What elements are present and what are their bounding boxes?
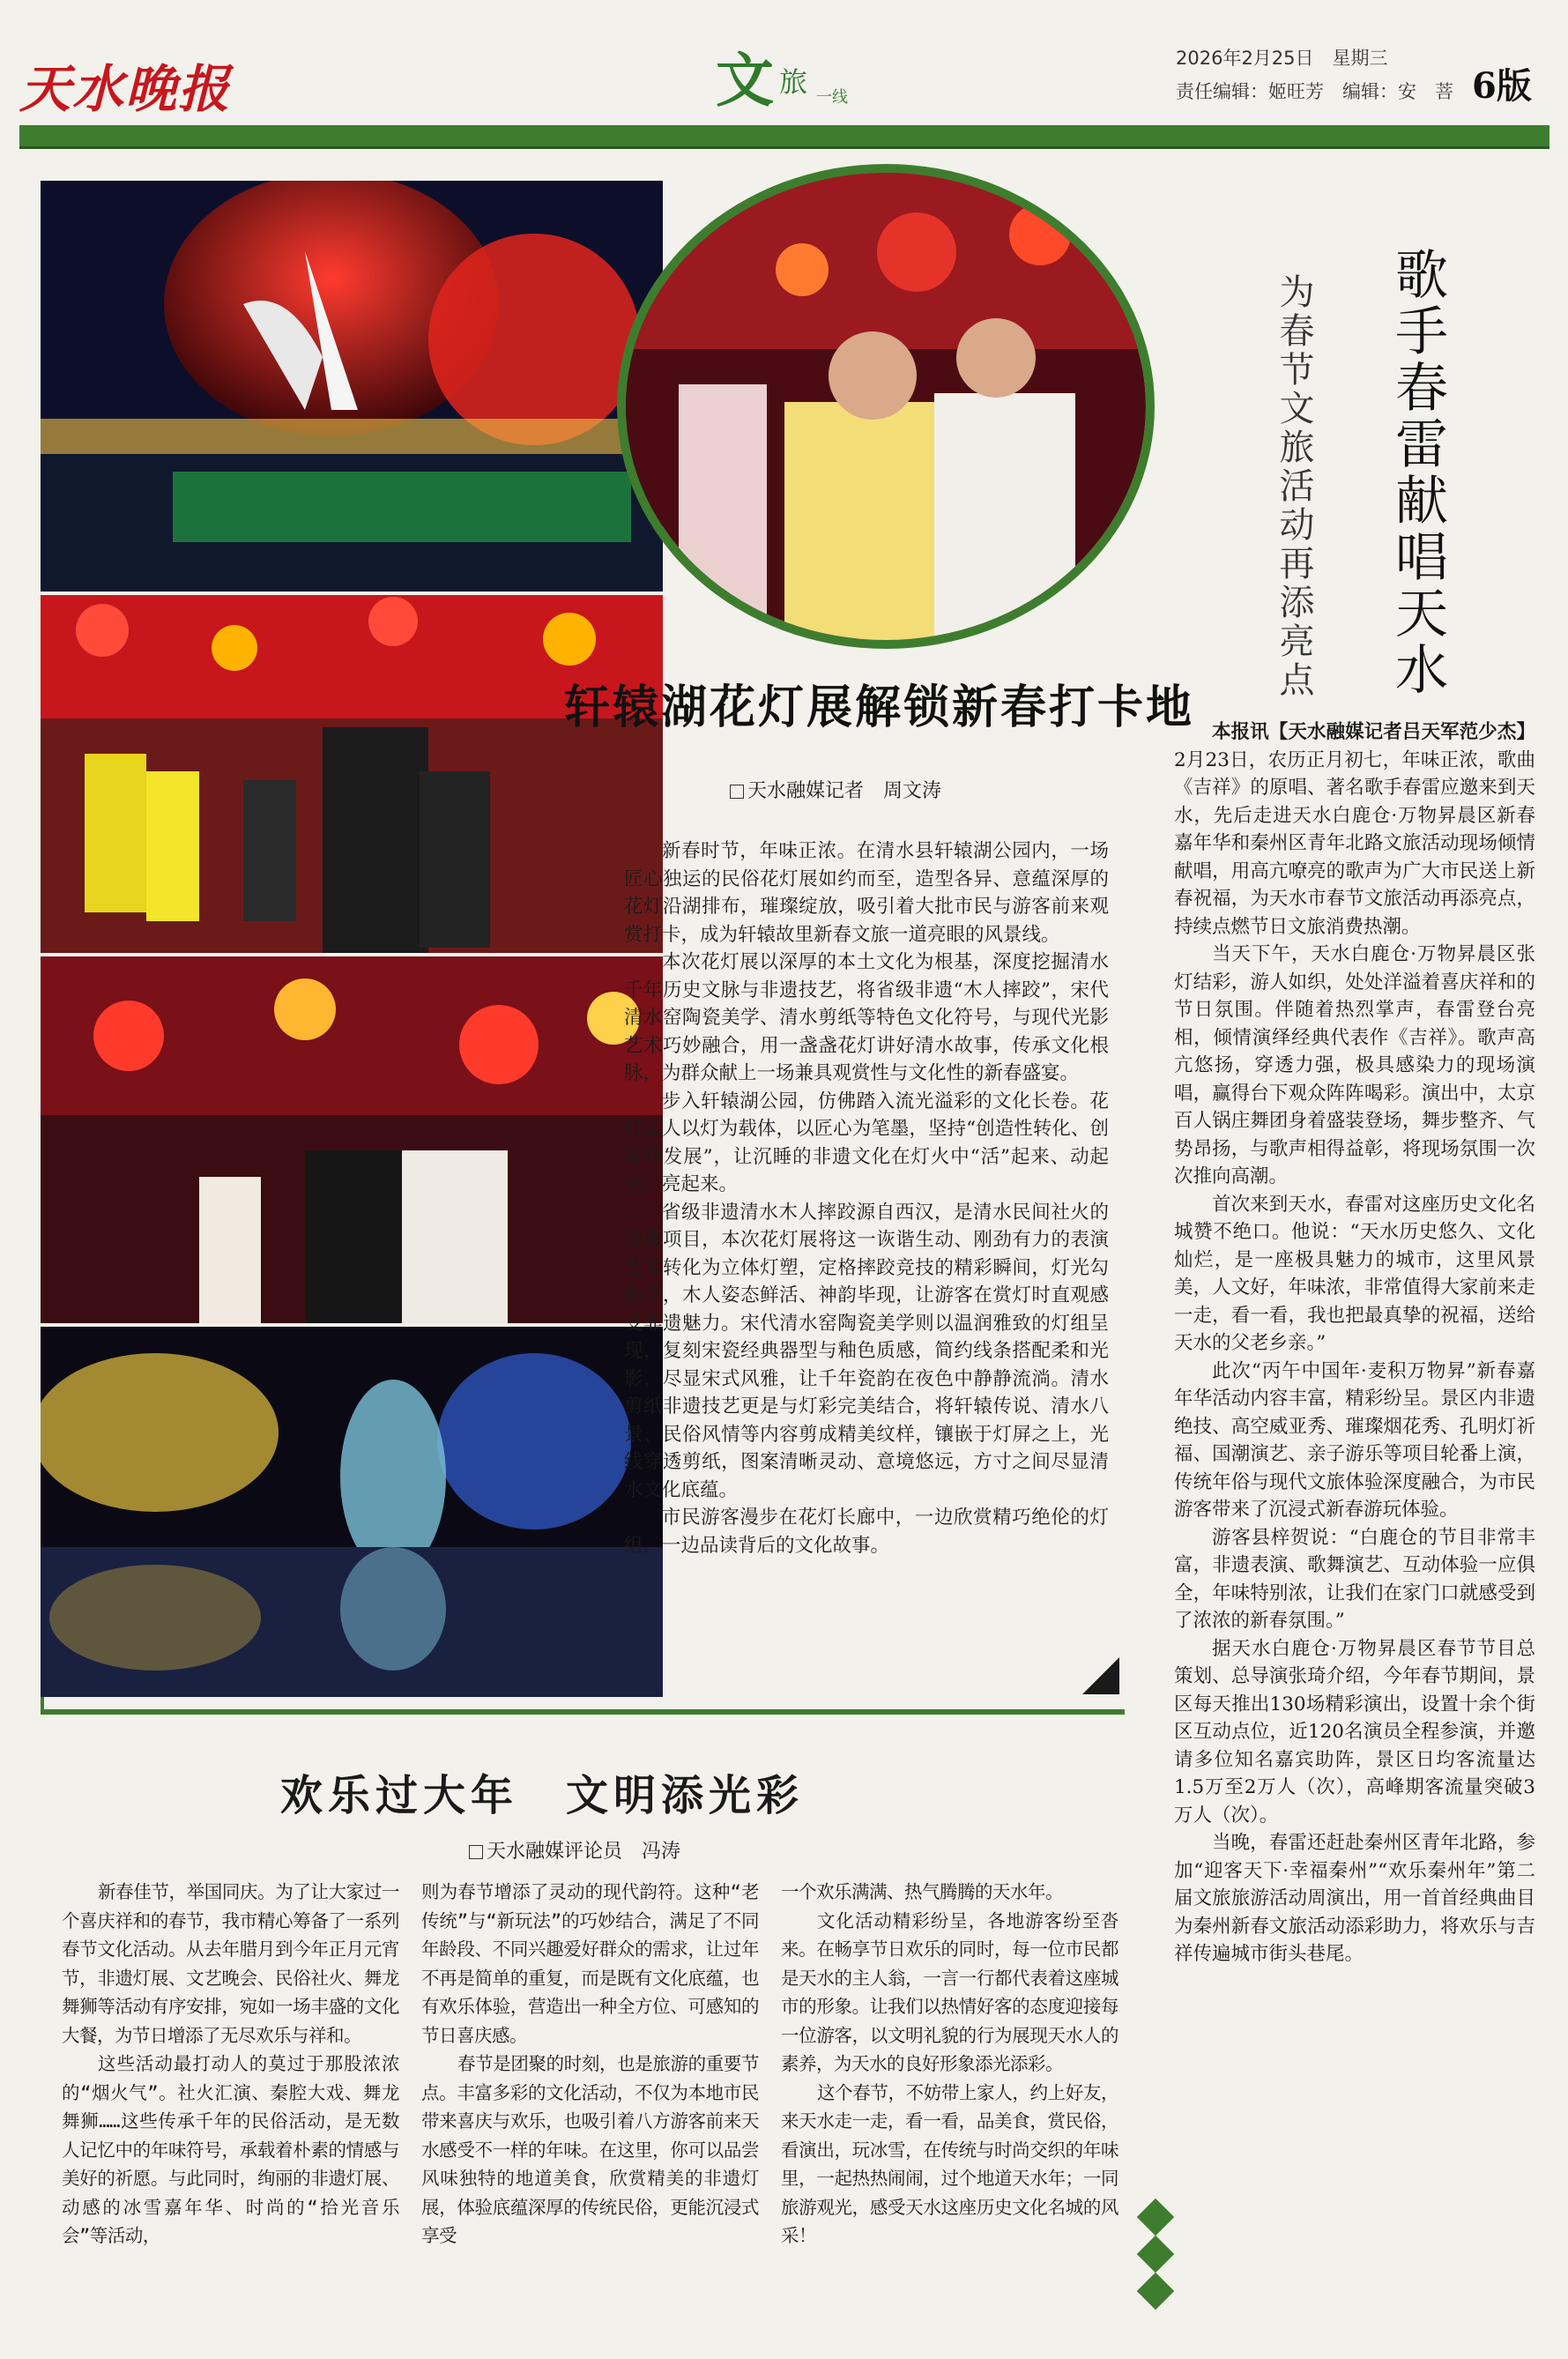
photo-crane-lanterns bbox=[41, 181, 663, 595]
photo-lake-scenery bbox=[41, 1327, 663, 1697]
decorative-diamonds bbox=[1142, 2204, 1169, 2315]
newspaper-logo: 天水晚报 bbox=[19, 59, 232, 119]
photo-family-walking bbox=[41, 595, 663, 956]
section-logo bbox=[716, 33, 892, 122]
commentary-column bbox=[62, 1878, 399, 2251]
side-paragraph: 当天下午，天水白鹿仓·万物昇晨区张灯结彩，游人如织，处处洋溢着喜庆祥和的节日氛围。伴随着热烈掌声，春雷登台亮相，倾情演绎经典代表作《吉祥》。歌声高亢悠扬，穿透力强，极具感染力的现场演唱，赢得台下观众阵阵喝彩。演出中，太京百人锅庄舞团身着盛装登场，舞步整齐、气势昂扬，与歌声相得益彰，将现场氛围一次次推向高潮。 bbox=[1174, 943, 1535, 1187]
diamond-icon bbox=[1137, 2236, 1174, 2273]
side-headline: 歌手春雷献唱天水 bbox=[1386, 247, 1448, 698]
side-article-body bbox=[1174, 718, 1535, 1968]
byline-box-icon bbox=[730, 785, 744, 799]
side-lead: 本报讯【天水融媒记者吕天军范少杰】 bbox=[1212, 721, 1535, 743]
main-article-body bbox=[624, 837, 1109, 1559]
commentary-paragraph: 春节是团聚的时刻，也是旅游的重要节点。丰富多彩的文化活动，不仅为本地市民带来喜庆与欢乐，也吸引着八方游客前来天水感受不一样的年味。在这里，你可以品尝风味独特的地道美食，欣赏精美的非遗灯展，体验底蕴深厚的传统民俗，更能沉浸式享受 bbox=[421, 2053, 759, 2246]
side-paragraph: 首次来到天水，春雷对这座历史文化名城赞不绝口。他说：“天水历史悠久、文化灿烂，是一座极具魅力的城市，这里风景美，人文好，年味浓，非常值得大家前来走一走，看一看，我也把最真挚的祝福，送给天水的父老乡亲。” bbox=[1174, 1193, 1535, 1354]
dateline: 2026年2月25日 星期三 bbox=[1176, 48, 1388, 69]
side-paragraph: 据天水白鹿仓·万物昇晨区春节节目总策划、总导演张琦介绍，今年春节期间，景区每天推出130场精彩演出，设置十余个街区互动点位，近120名演员全程参演，并邀请多位知名嘉宾助阵，景区日均客流量达1.5万至2万人（次），高峰期客流量突破3万人（次）。 bbox=[1174, 1637, 1535, 1827]
photo-lantern-corridor bbox=[41, 956, 663, 1327]
commentary-byline-text: 天水融媒评论员 冯涛 bbox=[487, 1841, 681, 1863]
commentary-paragraph: 这个春节，不妨带上家人，约上好友，来天水走一走，看一看，品美食，赏民俗，看演出，玩冰雪，在传统与时尚交织的年味里，一起热热闹闹，过个地道天水年；一同旅游观光，感受天水这座历史文化名城的风采！ bbox=[781, 2081, 1118, 2246]
edition-number: 6版 bbox=[1472, 65, 1532, 107]
photo-women-with-phones bbox=[617, 164, 1155, 649]
side-paragraph: 此次“丙午中国年·麦积万物昇”新春嘉年华活动内容丰富，精彩纷呈。景区内非遗绝技、高空威亚秀、璀璨烟花秀、孔明灯祈福、国潮演艺、亲子游乐等项目轮番上演，传统年俗与现代文旅体验深度融合，为市民游客带来了沉浸式新春游玩体验。 bbox=[1174, 1359, 1535, 1521]
commentary-paragraph: 文化活动精彩纷呈，各地游客纷至沓来。在畅享节日欢乐的同时，每一位市民都是天水的主人翁，一言一行都代表着这座城市的形象。让我们以热情好客的态度迎接每一位游客，以文明礼貌的行为展现天水人的素养，为天水的良好形象添光添彩。 bbox=[781, 1909, 1118, 2074]
diamond-icon bbox=[1137, 2199, 1174, 2236]
photo-column bbox=[41, 181, 663, 1697]
section-logo-yixian: 一线 bbox=[816, 88, 848, 107]
diamond-icon bbox=[1137, 2273, 1174, 2310]
section-logo-wen: 文 bbox=[716, 46, 774, 115]
side-paragraph: 2月23日，农历正月初七，年味正浓，歌曲《吉祥》的原唱、著名歌手春雷应邀来到天水，先后走进天水白鹿仓·万物昇晨区新春嘉年华和秦州区青年北路文旅活动现场倾情献唱，用高亢嘹亮的歌声为广大市民送上新春祝福，为天水市春节文旅活动再添亮点，持续点燃节日文旅消费热潮。 bbox=[1174, 748, 1535, 938]
commentary-paragraph: 则为春节增添了灵动的现代韵符。这种“老传统”与“新玩法”的巧妙结合，满足了不同年龄段、不同兴趣爱好群众的需求，让过年不再是简单的重复，而是既有文化底蕴，也有欢乐体验，营造出一种全方位、可感知的节日喜庆感。 bbox=[421, 1881, 759, 2046]
commentary-headline: 欢乐过大年 文明添光彩 bbox=[280, 1771, 805, 1820]
commentary-column bbox=[421, 1878, 759, 2251]
byline-box-icon bbox=[469, 1845, 483, 1859]
commentary-byline bbox=[469, 1836, 680, 1864]
masthead bbox=[19, 33, 1549, 122]
main-headline: 轩辕湖花灯展解锁新春打卡地 bbox=[564, 681, 1195, 734]
editors-line: 责任编辑：姬旺芳 编辑：安 菩 bbox=[1176, 81, 1453, 102]
commentary-column bbox=[781, 1878, 1118, 2251]
commentary-paragraph: 新春佳节，举国同庆。为了让大家过一个喜庆祥和的春节，我市精心筹备了一系列春节文化活动。从去年腊月到今年正月元宵节，非遗灯展、文艺晚会、民俗社火、舞龙舞狮等活动有序安排，宛如一场丰盛的文化大餐，为节日增添了无尽欢乐与祥和。 bbox=[62, 1881, 399, 2046]
main-paragraph: 步入轩辕湖公园，仿佛踏入流光溢彩的文化长卷。花灯艺人以灯为载体，以匠心为笔墨，坚持“创造性转化、创新性发展”，让沉睡的非遗文化在灯火中“活”起来、动起来、亮起来。 bbox=[624, 1090, 1109, 1195]
main-paragraph: 本次花灯展以深厚的本土文化为根基，深度挖掘清水千年历史文脉与非遗技艺，将省级非遗“木人摔跤”，宋代清水窑陶瓷美学、清水剪纸等特色文化符号，与现代光影艺术巧妙融合，用一盏盏花灯讲好清水故事，传承文化根脉，为群众献上一场兼具观赏性与文化性的新春盛宴。 bbox=[624, 951, 1109, 1084]
main-byline bbox=[730, 776, 941, 803]
header-rule bbox=[19, 125, 1549, 146]
main-byline-text: 天水融媒记者 周文涛 bbox=[747, 780, 942, 802]
main-paragraph: 市民游客漫步在花灯长廊中，一边欣赏精巧绝伦的灯组，一边品读背后的文化故事。 bbox=[624, 1507, 1109, 1557]
commentary-paragraph: 一个欢乐满满、热气腾腾的天水年。 bbox=[781, 1881, 1063, 1902]
main-paragraph: 省级非遗清水木人摔跤源自西汉，是清水民间社火的经典项目，本次花灯展将这一诙谐生动、刚劲有力的表演艺术转化为立体灯塑，定格摔跤竞技的精彩瞬间，灯光勾勒下，木人姿态鲜活、神韵毕现，让游客在赏灯时直观感受非遗魅力。宋代清水窑陶瓷美学则以温润雅致的灯组呈现，复刻宋瓷经典器型与釉色质感，简约线条搭配柔和光影，尽显宋式风雅，让千年瓷韵在夜色中静静流淌。清水剪纸非遗技艺更是与灯彩完美结合，将轩辕传说、清水八景、民俗风情等内容剪成精美纹样，镶嵌于灯屏之上，光线穿透剪纸，图案清晰灵动、意境悠远，方寸之间尽显清水文化底蕴。 bbox=[624, 1201, 1109, 1501]
section-logo-lv: 旅 bbox=[779, 65, 808, 99]
side-subheadline: 为春节文旅活动再添亮点 bbox=[1274, 273, 1314, 700]
commentary-body bbox=[62, 1878, 1128, 2251]
main-paragraph: 新春时节，年味正浓。在清水县轩辕湖公园内，一场匠心独运的民俗花灯展如约而至，造型各异、意蕴深厚的花灯沿湖排布，璀璨绽放，吸引着大批市民与游客前来观赏打卡，成为轩辕故里新春文旅一道亮眼的风景线。 bbox=[624, 840, 1109, 946]
side-paragraph: 当晚，春雷还赶赴秦州区青年北路，参加“迎客天下·幸福秦州”“欢乐秦州年”第二届文旅旅游活动周演出，用一首首经典曲目为秦州新春文旅活动添彩助力，将欢乐与吉祥传遍城市街头巷尾。 bbox=[1174, 1832, 1535, 1965]
corner-triangle-icon bbox=[1082, 1657, 1119, 1694]
commentary-paragraph: 这些活动最打动人的莫过于那股浓浓的“烟火气”。社火汇演、秦腔大戏、舞龙舞狮……这些传承千年的民俗活动，是无数人记忆中的年味符号，承载着朴素的情感与美好的祈愿。与此同时，绚丽的非遗灯展、动感的冰雪嘉年华、时尚的“拾光音乐会”等活动， bbox=[62, 2053, 399, 2246]
side-paragraph: 游客县梓贺说：“白鹿仓的节目非常丰富，非遗表演、歌舞演艺、互动体验一应俱全，年味特别浓，让我们在家门口就感受到了浓浓的新春氛围。” bbox=[1174, 1526, 1535, 1632]
